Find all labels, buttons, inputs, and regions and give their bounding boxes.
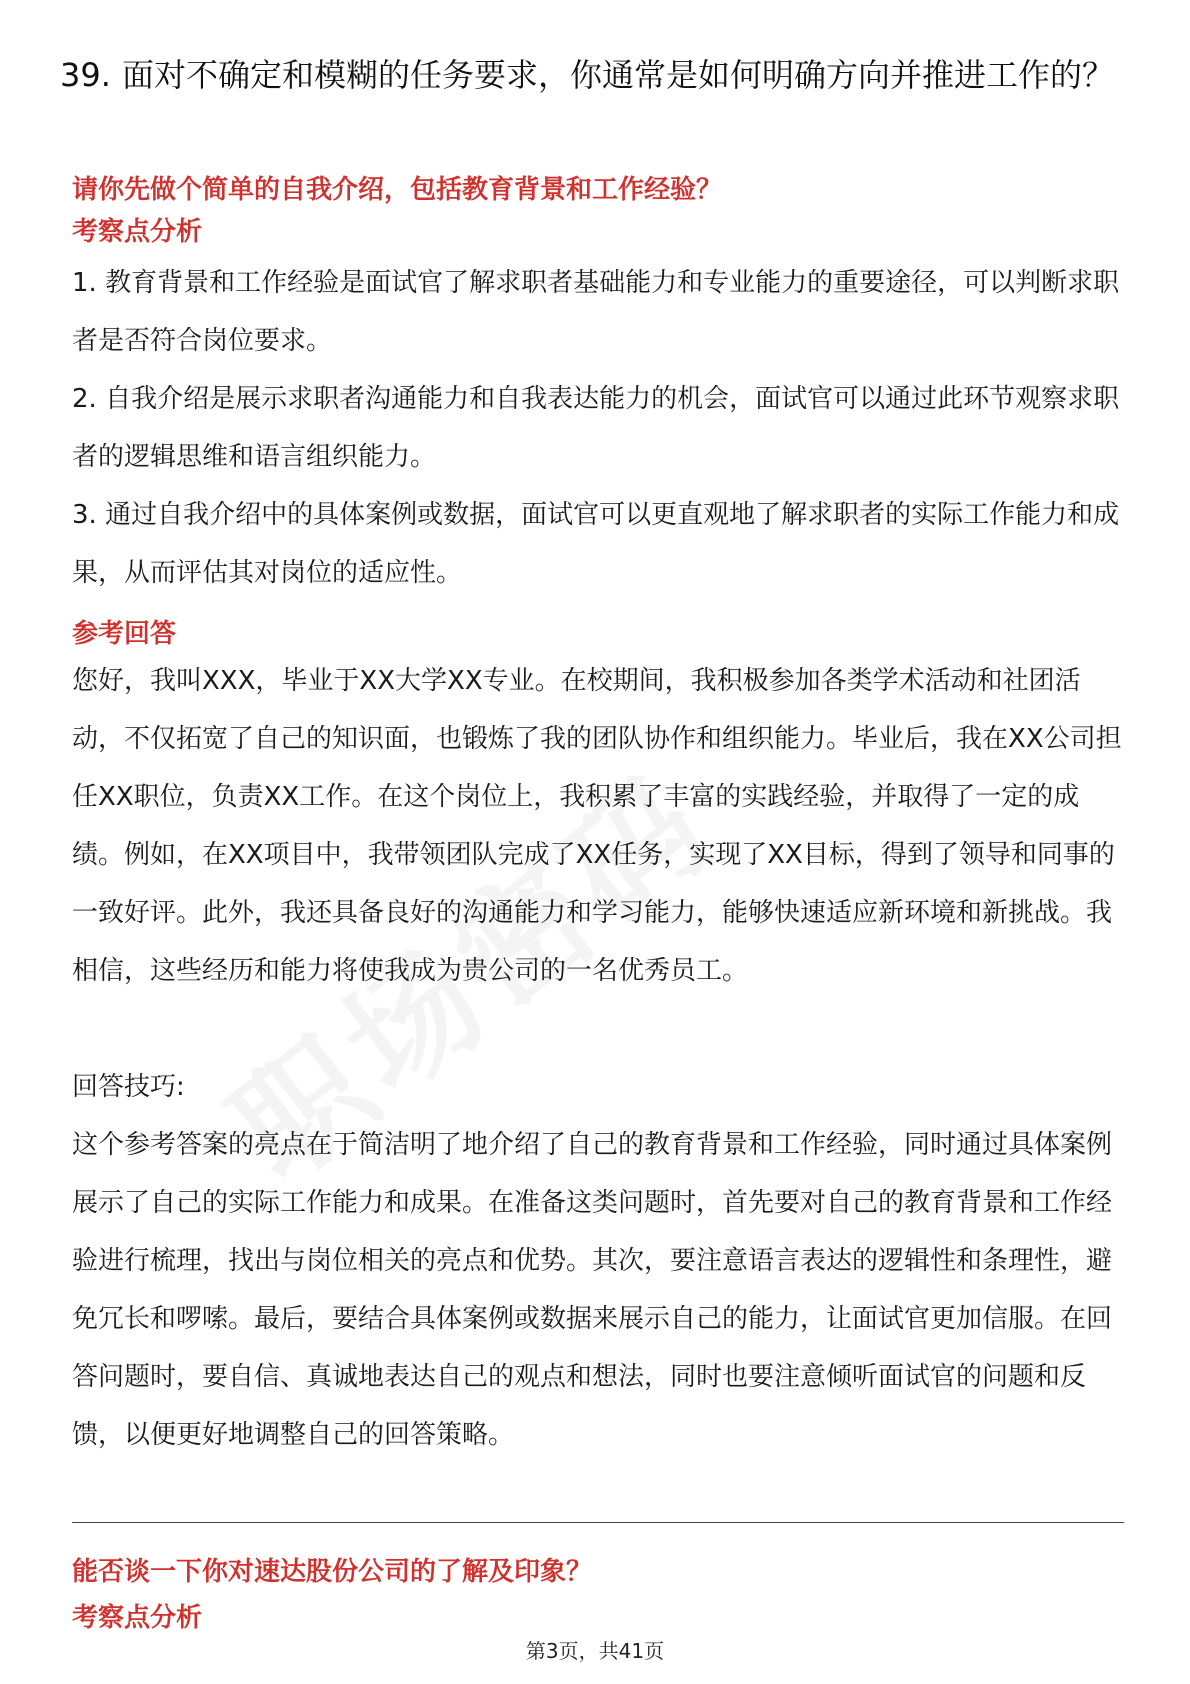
tips-text: 这个参考答案的亮点在于简洁明了地介绍了自己的教育背景和工作经验，同时通过具体案例展示了自己的实际工作能力和成果。在准备这类问题时，首先要对自己的教育背景和工作经验进行梳理，找出与岗位相关的亮点和优势。其次，要注意语言表达的逻辑性和条理性，避免冗长和啰嗦。最后，要结合具体案例或数据来展示自己的能力，让面试官更加信服。在回答问题时，要自信、真诚地表达自己的观点和想法，同时也要注意倾听面试官的问题和反馈，以便更好地调整自己的回答策略。 [72,1130,1113,1450]
page-footer: 第3页，共41页 [525,1639,665,1663]
reference-answer: 您好，我叫XXX，毕业于XX大学XX专业。在校期间，我积极参加各类学术活动和社团活动，不仅拓宽了自己的知识面，也锻炼了我的团队协作和组织能力。毕业后，我在XX公司担任XX职位，负责XX工作。在这个岗位上，我积累了丰富的实践经验，并取得了一定的成绩。例如，在XX项目中，我带领团队完成了XX任务，实现了XX目标，得到了领导和同事的一致好评。此外，我还具备良好的沟通能力和学习能力，能够快速适应新环境和新挑战。我相信，这些经历和能力将使我成为贵公司的一名优秀员工。 [72,666,1122,986]
question-text: 面对不确定和模糊的任务要求，你通常是如何明确方向并推进工作的？ [122,56,1115,94]
analysis-item-3: 3. 通过自我介绍中的具体案例或数据，面试官可以更直观地了解求职者的实际工作能力和成果，从而评估其对岗位的适应性。 [72,500,1120,588]
section-divider [72,1522,1124,1523]
section2-question: 能否谈一下你对速达股份公司的了解及印象？ [72,1557,593,1587]
tips-label: 回答技巧: [72,1072,185,1102]
section2-analysis-label: 考察点分析 [72,1603,203,1633]
section1-answer-label: 参考回答 [72,619,177,649]
analysis-item-1: 1. 教育背景和工作经验是面试官了解求职者基础能力和专业能力的重要途径，可以判断求职者是否符合岗位要求。 [72,268,1120,356]
section1-question: 请你先做个简单的自我介绍，包括教育背景和工作经验？ [72,175,723,205]
analysis-item-2: 2. 自我介绍是展示求职者沟通能力和自我表达能力的机会，面试官可以通过此环节观察求职者的逻辑思维和语言组织能力。 [72,384,1120,472]
question-title [60,52,1130,98]
question-number: 39. [60,56,111,94]
section1-analysis-label: 考察点分析 [72,217,203,247]
